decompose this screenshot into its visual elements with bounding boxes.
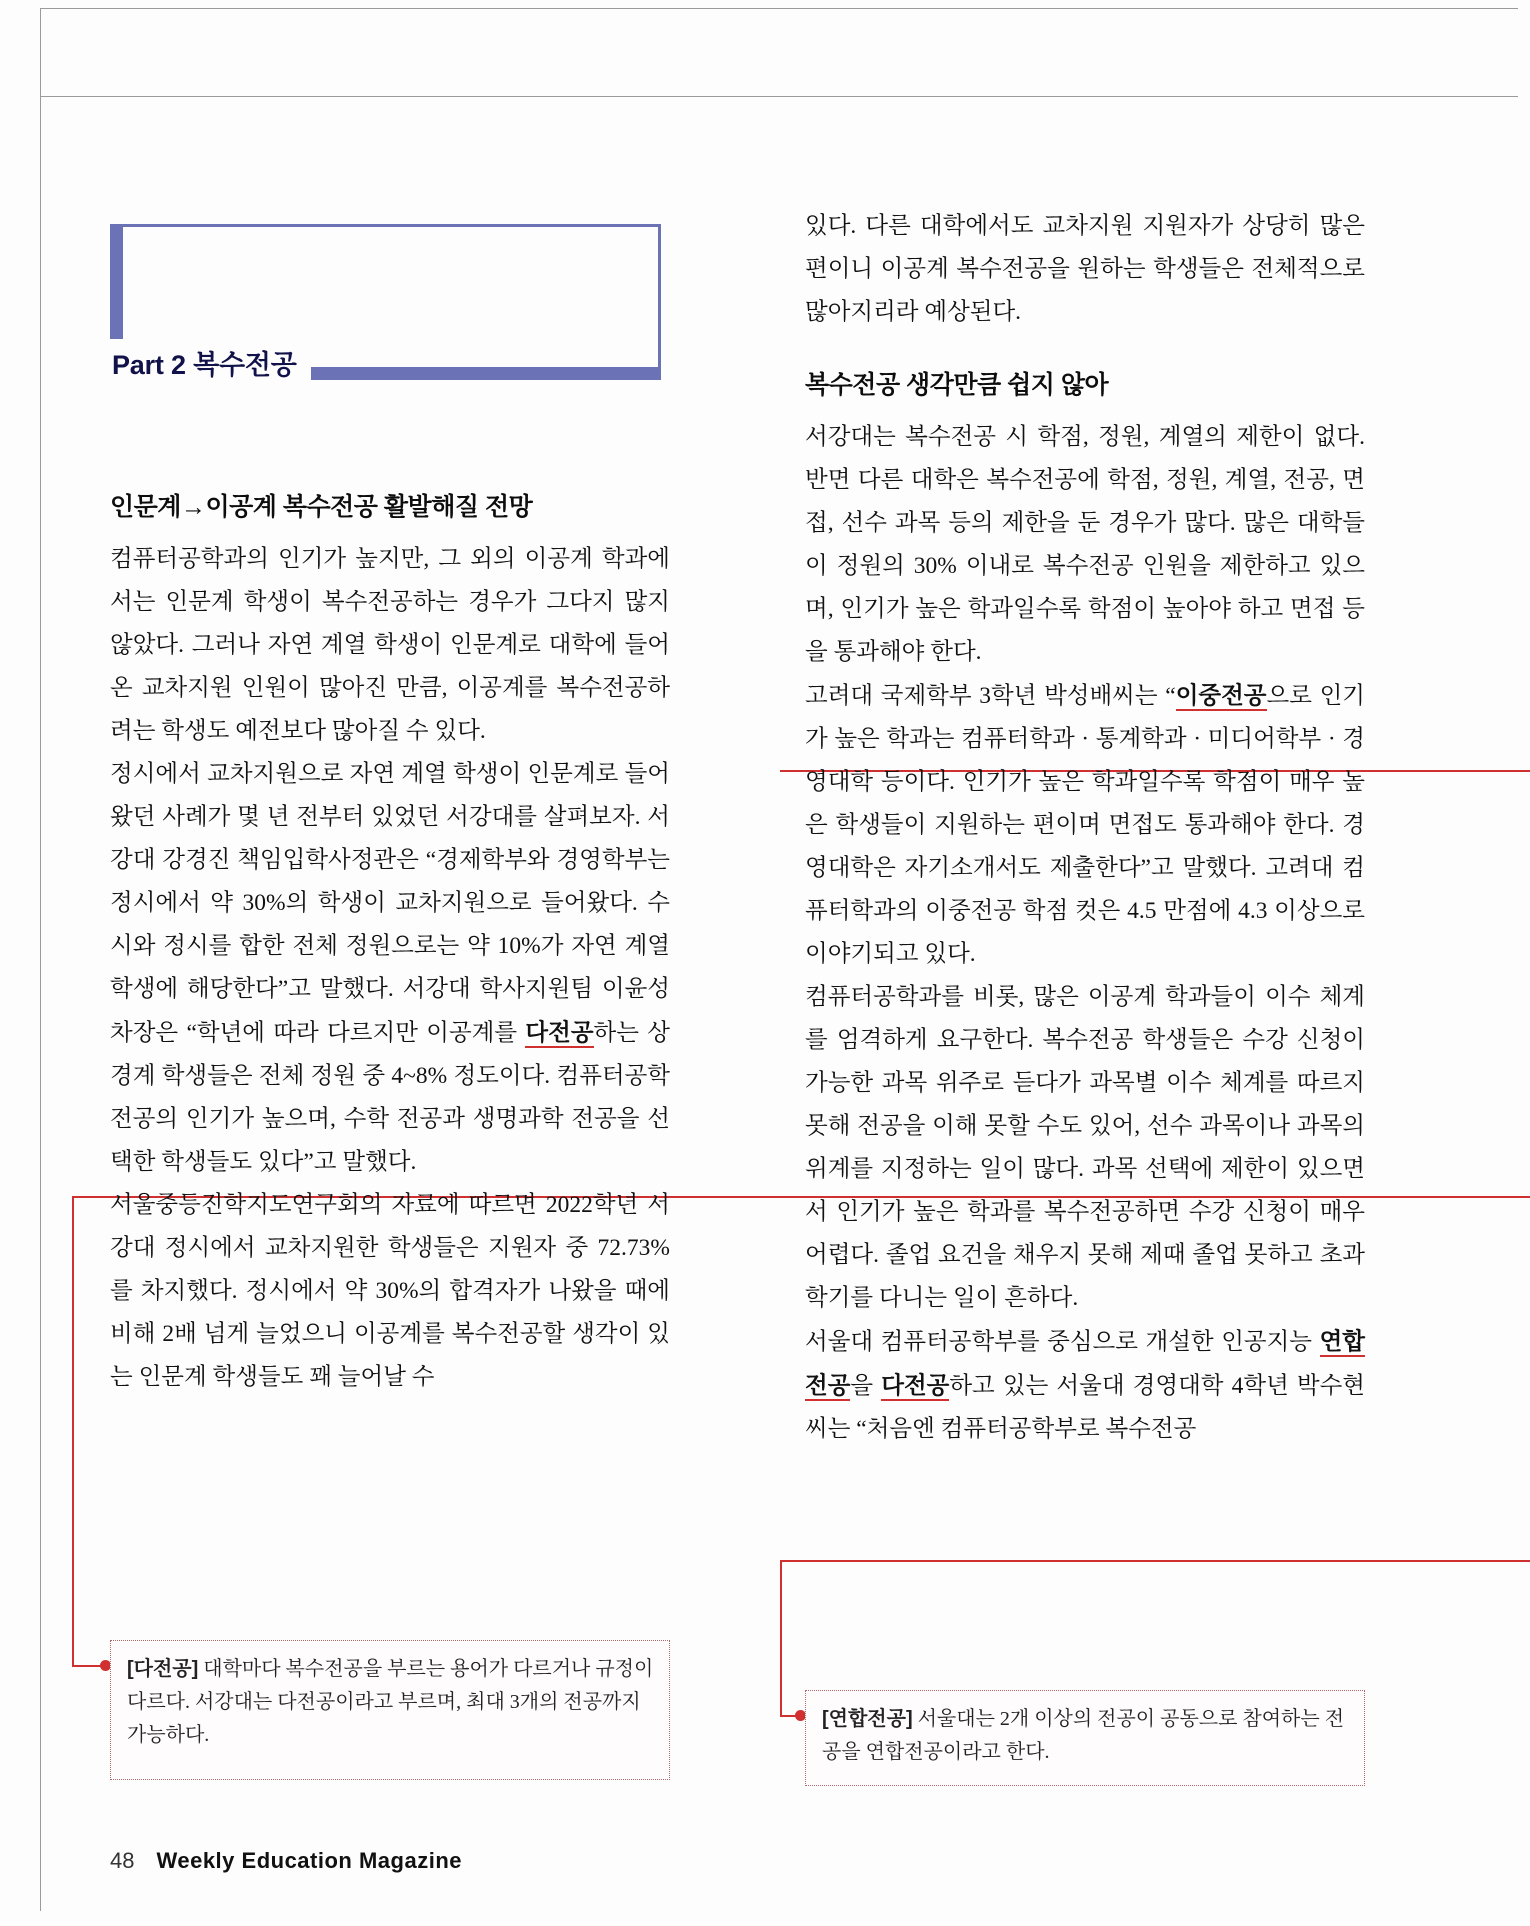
right-paragraph-2: [805, 674, 1365, 976]
right-paragraph-4-mid: 을: [850, 1373, 882, 1399]
magazine-name: Weekly Education Magazine: [156, 1848, 462, 1873]
right-paragraph-4-pre: 서울대 컴퓨터공학부를 중심으로 개설한 인공지능: [805, 1329, 1320, 1355]
callout-yeonhapjeongong: [805, 1690, 1365, 1786]
callout-dajeongong: [110, 1640, 670, 1780]
page-border-left: [40, 8, 41, 1911]
right-paragraph-2-pre: 고려대 국제학부 3학년 박성배씨는 “: [805, 683, 1176, 709]
callout-dajeongong-text: 대학마다 복수전공을 부르는 용어가 다르거나 규정이 다르다. 서강대는 다전공이라고 부르며, 최대 3개의 전공까지 가능하다.: [127, 1658, 654, 1746]
right-paragraph-1: 서강대는 복수전공 시 학점, 정원, 계열의 제한이 없다. 반면 다른 대학은 복수전공에 학점, 정원, 계열, 전공, 면접, 선수 과목 등의 제한을 둔 경우가 많다. 많은 대학들이 정원의 30% 이내로 복수전공 인원을 제한하고 있으며, 인기가 높은 학과일수록 학점이 높아야 하고 면접 등을 통과해야 한다.: [805, 424, 1365, 665]
right-paragraph-4: [805, 1320, 1365, 1451]
left-paragraph-2-text: 정시에서 교차지원으로 자연 계열 학생이 인문계로 들어왔던 사례가 몇 년 전부터 있었던 서강대를 살펴보자. 서강대 강경진 책임입학사정관은 “경제학부와 경영학부는 정시에서 약 30%의 학생이 교차지원으로 들어왔다. 수시와 정시를 합한 전체 정원으로는 약 10%가 자연 계열 학생에 해당한다”고 말했다. 서강대 학사지원팀 이윤성 차장은 “학년에 따라 다르지만 이공계를: [110, 761, 670, 1046]
callout-yeonhapjeongong-term: [연합전공]: [822, 1708, 913, 1730]
right-paragraph-2-rest: 으로 인기가 높은 학과는 컴퓨터학과 · 통계학과 · 미디어학부 · 경영대학 등이다. 인기가 높은 학과일수록 학점이 매우 높은 학생들이 지원하는 편이며 면접도 통과해야 한다. 경영대학은 자기소개서도 제출한다”고 말했다. 고려대 컴퓨터학과의 이중전공 학점 컷은 4.5 만점에 4.3 이상으로 이야기되고 있다.: [805, 683, 1365, 967]
term-dajeongong-inline-2: 다전공: [881, 1372, 949, 1401]
page-border-inner: [40, 96, 1518, 97]
left-paragraph-3: 서울중등진학지도연구회의 자료에 따르면 2022학년 서강대 정시에서 교차지원한 학생들은 지원자 중 72.73%를 차지했다. 정시에서 약 30%의 합격자가 나왔을 때에 비해 2배 넘게 늘었으니 이공계를 복수전공할 생각이 있는 인문계 학생들도 꽤 늘어날 수: [110, 1192, 670, 1390]
term-yeonhapjeongong-inline: 연합전공: [805, 1328, 1365, 1401]
left-column-heading: 인문계→이공계 복수전공 활발해질 전망: [110, 493, 533, 521]
page-footer: [110, 1848, 462, 1874]
term-dajeongong-inline: 다전공: [525, 1019, 593, 1048]
left-column: [110, 490, 670, 1399]
leader-line-right-vertical: [780, 1560, 782, 1716]
right-paragraph-4-rest: 하고 있는 서울대 경영대학 4학년 박수현씨는 “처음엔 컴퓨터공학부로 복수전공: [805, 1373, 1366, 1442]
left-paragraph-2-rest: 하는 상경계 학생들은 전체 정원 중 4~8% 정도이다. 컴퓨터공학 전공의 인기가 높으며, 수학 전공과 생명과학 전공을 선택한 학생들도 있다”고 말했다.: [110, 1020, 670, 1175]
part-title: Part 2 복수전공: [100, 339, 311, 386]
leader-line-left-vertical: [72, 1196, 74, 1666]
left-paragraph-1: 컴퓨터공학과의 인기가 높지만, 그 외의 이공계 학과에서는 인문계 학생이 복수전공하는 경우가 그다지 많지 않았다. 그러나 자연 계열 학생이 인문계로 대학에 들어온 교차지원 인원이 많아진 만큼, 이공계를 복수전공하려는 학생도 예전보다 많아질 수 있다.: [110, 546, 670, 744]
leader-line-right-second: [780, 1560, 1530, 1562]
callout-yeonhapjeongong-text: 서울대는 2개 이상의 전공이 공동으로 참여하는 전공을 연합전공이라고 한다.: [822, 1708, 1345, 1763]
term-ijungjeongong-inline: 이중전공: [1176, 682, 1267, 711]
right-column-heading: 복수전공 생각만큼 쉽지 않아: [805, 371, 1109, 399]
right-column: [805, 205, 1365, 1451]
callout-dajeongong-term: [다전공]: [127, 1658, 199, 1680]
page-number: 48: [110, 1848, 135, 1873]
right-paragraph-3: 컴퓨터공학과를 비롯, 많은 이공계 학과들이 이수 체계를 엄격하게 요구한다. 복수전공 학생들은 수강 신청이 가능한 과목 위주로 듣다가 과목별 이수 체계를 따르지 못해 전공을 이해 못할 수도 있어, 선수 과목이나 과목의 위계를 지정하는 일이 많다. 과목 선택에 제한이 있으면서 인기가 높은 학과를 복수전공하면 수강 신청이 매우 어렵다. 졸업 요건을 채우지 못해 제때 졸업 못하고 초과 학기를 다니는 일이 흔하다.: [805, 984, 1365, 1311]
right-paragraph-top: 있다. 다른 대학에서도 교차지원 지원자가 상당히 많은 편이니 이공계 복수전공을 원하는 학생들은 전체적으로 많아지리라 예상된다.: [805, 213, 1365, 325]
page-border-top: [40, 8, 1518, 9]
left-paragraph-2: [110, 753, 670, 1184]
